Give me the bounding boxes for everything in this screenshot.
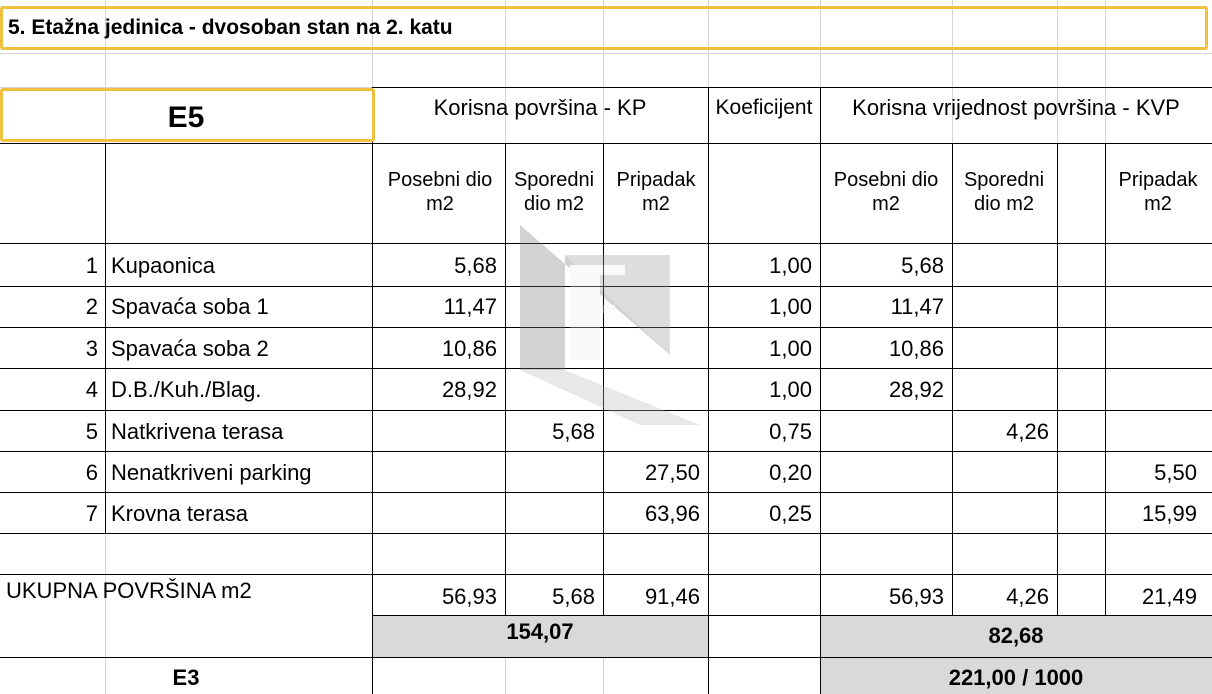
footer-share: 221,00 / 1000 [948,665,1084,690]
unit-code: E5 [167,101,205,134]
kvp-sum: 82,68 [988,623,1044,648]
cell-kp-posebni: 10,86 [441,336,497,361]
subheader-kp-pripadak: Pripadak m2 [616,169,696,215]
subheader-kvp-pripadak: Pripadak m2 [1118,169,1198,215]
row-number: 2 [85,294,98,319]
row-number: 1 [85,253,98,278]
footer-code: E3 [172,665,200,690]
subheader-kp-posebni: Posebni dio m2 [387,169,493,215]
row-name: Spavaća soba 1 [111,294,269,319]
cell-kp-pripadak: 63,96 [644,501,700,526]
header-kp: Korisna površina - KP [433,95,647,120]
header-kvp: Korisna vrijednost površina - KVP [852,95,1180,120]
total-kp-posebni: 56,93 [441,584,497,609]
row-name: Nenatkriveni parking [111,460,312,485]
row-number: 7 [85,501,98,526]
total-label: UKUPNA POVRŠINA m2 [6,578,252,603]
row-name: Krovna terasa [111,501,248,526]
cell-kvp-pripadak: 15,99 [1141,501,1197,526]
cell-koeficijent: 0,25 [769,501,812,526]
cell-kp-posebni: 11,47 [443,294,497,319]
subheader-kvp-posebni: Posebni dio m2 [833,169,939,215]
cell-koeficijent: 0,20 [769,460,812,485]
cell-kvp-posebni: 28,92 [888,377,944,402]
total-kp-sporedni: 5,68 [552,584,595,609]
cell-kp-posebni: 5,68 [454,253,497,278]
row-number: 6 [85,460,98,485]
cell-koeficijent: 1,00 [769,253,812,278]
cell-kp-pripadak: 27,50 [644,460,700,485]
cell-kvp-posebni: 5,68 [901,253,944,278]
total-kp-pripadak: 91,46 [644,584,700,609]
row-number: 3 [85,336,98,361]
row-name: Spavaća soba 2 [111,336,269,361]
cell-koeficijent: 1,00 [769,336,812,361]
cell-kvp-sporedni: 4,26 [1006,419,1049,444]
cell-koeficijent: 0,75 [769,419,812,444]
page-title: 5. Etažna jedinica - dvosoban stan na 2. katu [8,16,453,39]
row-name: Natkrivena terasa [111,419,284,444]
cell-koeficijent: 1,00 [769,294,812,319]
row-name: Kupaonica [111,253,215,278]
total-kvp-sporedni: 4,26 [1006,584,1049,609]
cell-kp-posebni: 28,92 [441,377,497,402]
cell-kp-sporedni: 5,68 [552,419,595,444]
cell-kvp-posebni: 10,86 [888,336,944,361]
cell-kvp-pripadak: 5,50 [1154,460,1197,485]
subheader-kp-sporedni: Sporedni dio m2 [513,169,595,215]
cell-koeficijent: 1,00 [769,377,812,402]
subheader-kvp-sporedni: Sporedni dio m2 [963,169,1045,215]
total-kvp-posebni: 56,93 [888,584,944,609]
kp-sum: 154,07 [506,619,574,644]
row-number: 4 [85,377,98,402]
total-kvp-pripadak: 21,49 [1141,584,1197,609]
header-koeficijent: Koeficijent [715,96,813,119]
watermark-logo-icon [520,225,700,425]
cell-kvp-posebni: 11,47 [890,294,944,319]
row-number: 5 [85,419,98,444]
row-name: D.B./Kuh./Blag. [111,377,262,402]
